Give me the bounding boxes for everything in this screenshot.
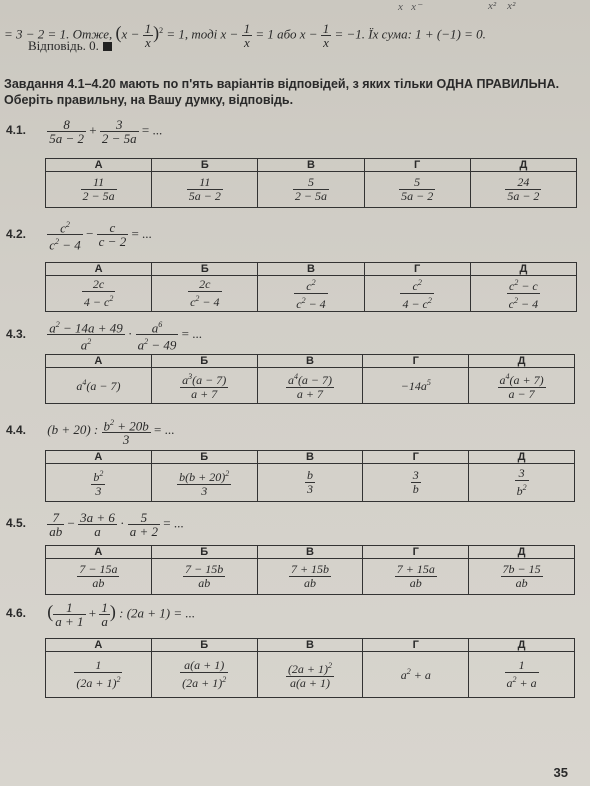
option-a[interactable]: $\frac{b^2}{3}$ <box>46 464 152 502</box>
option-a-header: А <box>46 263 152 276</box>
option-b-header: Б <box>152 159 258 172</box>
task-4-4-expression: 4.4. (b + 20) : $\frac{b^2 + 20b}{3}$ = ... <box>6 418 175 448</box>
option-v-header: В <box>257 355 363 368</box>
task-4-1-expression: 4.1. $\frac{8}{5a - 2}$ + $\frac{3}{2 - 5a}$ = ... <box>6 117 163 146</box>
option-g[interactable]: $\frac{5}{5a - 2}$ <box>364 172 470 208</box>
option-b[interactable]: $\frac{a^3(a - 7)}{a + 7}$ <box>151 368 257 404</box>
option-v-header: В <box>258 263 364 276</box>
option-b[interactable]: $\frac{b(b + 20)^2}{3}$ <box>151 464 257 502</box>
option-g[interactable]: $-14a^5$ <box>363 368 469 404</box>
option-b-header: Б <box>152 263 258 276</box>
option-d[interactable]: $\frac{3}{b^2}$ <box>469 464 575 502</box>
option-b[interactable]: $\frac{11}{5a - 2}$ <box>152 172 258 208</box>
option-d-header: Д <box>469 451 575 464</box>
option-v[interactable]: $\frac{c^2}{c^2 - 4}$ <box>258 276 364 312</box>
option-d[interactable]: $\frac{c^2 - c}{c^2 - 4}$ <box>470 276 576 312</box>
option-g-header: Г <box>363 451 469 464</box>
task-number: 4.5. <box>6 516 27 531</box>
option-g-header: Г <box>363 639 469 652</box>
task-4-4-options <box>45 450 575 502</box>
answer-text: Відповідь. 0. <box>28 38 99 53</box>
previous-answer <box>28 38 112 54</box>
option-v-header: В <box>258 159 364 172</box>
option-a[interactable]: $\frac{1}{(2a + 1)^2}$ <box>46 652 152 698</box>
option-a[interactable]: $\frac{7 - 15a}{ab}$ <box>46 559 152 595</box>
option-b[interactable]: $\frac{2c}{c^2 - 4}$ <box>152 276 258 312</box>
option-d[interactable]: $\frac{7b - 15}{ab}$ <box>469 559 575 595</box>
page-number: 35 <box>553 765 568 780</box>
task-4-6-expression: 4.6. ( $\frac{1}{a + 1}$ + $\frac{1}{a}$ ) : (2a + 1) = ... <box>6 600 196 629</box>
option-d[interactable]: $\frac{a^4(a + 7)}{a - 7}$ <box>469 368 575 404</box>
option-b-header: Б <box>151 451 257 464</box>
option-a[interactable]: $\frac{2c}{4 - c^2}$ <box>46 276 152 312</box>
cropped-formula-fragment: x² x² <box>488 0 516 12</box>
option-v[interactable]: $\frac{b}{3}$ <box>257 464 363 502</box>
option-d-header: Д <box>469 639 575 652</box>
option-b[interactable]: $\frac{a(a + 1)}{(2a + 1)^2}$ <box>151 652 257 698</box>
option-d[interactable]: $\frac{24}{5a - 2}$ <box>470 172 576 208</box>
task-number: 4.1. <box>6 123 27 138</box>
option-v[interactable]: $\frac{a^4(a - 7)}{a + 7}$ <box>257 368 363 404</box>
option-v[interactable]: $\frac{5}{2 - 5a}$ <box>258 172 364 208</box>
option-a-header: А <box>46 546 152 559</box>
option-g-header: Г <box>363 546 469 559</box>
task-4-2-expression: 4.2. $\frac{c^2}{c^2 - 4}$ − $\frac{c}{c - 2}$ = ... <box>6 220 152 253</box>
option-v[interactable]: $\frac{7 + 15b}{ab}$ <box>257 559 363 595</box>
task-number: 4.6. <box>6 606 27 621</box>
end-of-proof-square <box>103 42 112 51</box>
option-d-header: Д <box>470 263 576 276</box>
option-d-header: Д <box>469 546 575 559</box>
task-4-5-options <box>45 545 575 595</box>
option-g-header: Г <box>364 263 470 276</box>
task-4-3-options <box>45 354 575 404</box>
option-b-header: Б <box>151 355 257 368</box>
option-a[interactable]: $\frac{11}{2 - 5a}$ <box>46 172 152 208</box>
option-a-header: А <box>46 639 152 652</box>
option-d-header: Д <box>469 355 575 368</box>
option-g[interactable]: $a^2 + a$ <box>363 652 469 698</box>
option-v-header: В <box>257 546 363 559</box>
option-b[interactable]: $\frac{7 - 15b}{ab}$ <box>151 559 257 595</box>
task-4-3-expression: 4.3. $\frac{a^2 - 14a + 49}{a^2}$ · $\frac{a^6}{a^2 - 49}$ = ... <box>6 320 203 353</box>
option-g[interactable]: $\frac{7 + 15a}{ab}$ <box>363 559 469 595</box>
task-4-6-options <box>45 638 575 698</box>
option-g[interactable]: $\frac{3}{b}$ <box>363 464 469 502</box>
option-g-header: Г <box>364 159 470 172</box>
task-4-5-expression: 4.5. $\frac{7}{ab}$ − $\frac{3a + 6}{a}$ · $\frac{5}{a + 2}$ = ... <box>6 510 184 539</box>
option-b-header: Б <box>151 546 257 559</box>
previous-solution-line: = 3 − 2 = 1. Отже, (x − $\frac{1}{x}$ )$^2$ = 1, тоді x − $\frac{1}{x}$ = 1 або x − $\frac{1}{x}$ = −1. Їх сума: 1 + (−1) = 0. <box>4 21 486 50</box>
option-v-header: В <box>257 639 363 652</box>
task-4-2-options <box>45 262 577 312</box>
option-g-header: Г <box>363 355 469 368</box>
option-a-header: А <box>46 451 152 464</box>
option-v[interactable]: $\frac{(2a + 1)^2}{a(a + 1)}$ <box>257 652 363 698</box>
task-4-1-options <box>45 158 577 208</box>
option-d[interactable]: $\frac{1}{a^2 + a}$ <box>469 652 575 698</box>
option-d-header: Д <box>470 159 576 172</box>
task-number: 4.2. <box>6 226 27 241</box>
task-number: 4.4. <box>6 423 27 438</box>
option-a-header: А <box>46 355 152 368</box>
option-a[interactable]: $a^4(a - 7)$ <box>46 368 152 404</box>
option-b-header: Б <box>151 639 257 652</box>
instructions-heading: Завдання 4.1–4.20 мають по п'ять варіантів відповідей, з яких тільки ОДНА ПРАВИЛЬНА. Оберіть правильну, на Вашу думку, відповідь. <box>4 77 560 107</box>
option-g[interactable]: $\frac{c^2}{4 - c^2}$ <box>364 276 470 312</box>
cropped-formula-fragment: x x⁻ <box>398 1 422 13</box>
task-number: 4.3. <box>6 326 27 341</box>
option-v-header: В <box>257 451 363 464</box>
option-a-header: А <box>46 159 152 172</box>
